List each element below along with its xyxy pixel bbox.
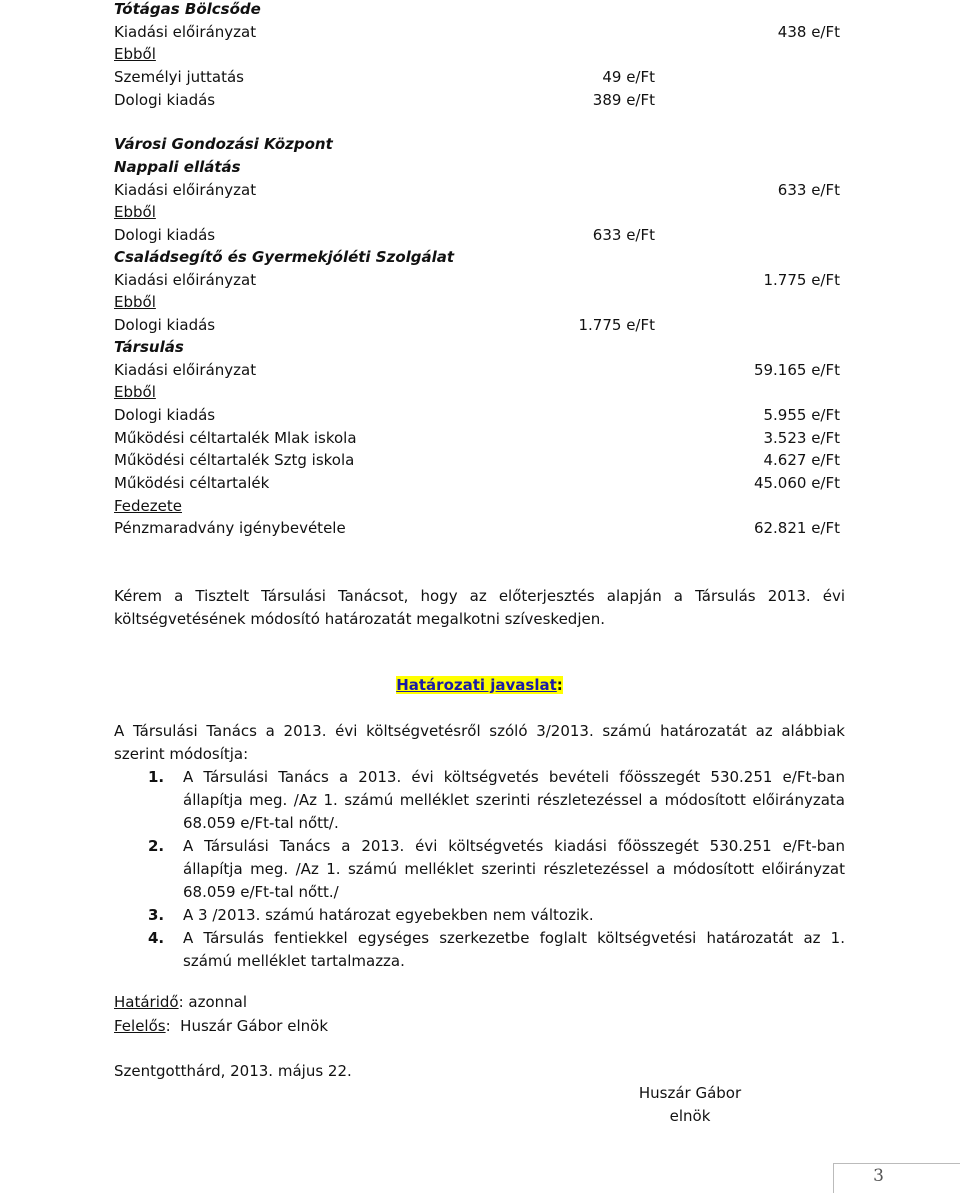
request-line-1: Kérem a Tisztelt Társulási Tanácsot, hogy az előterjesztés alapján a Társulás 2013. évi (114, 587, 845, 605)
value-penzmaradvany: 62.821 e/Ft (753, 519, 840, 537)
label-dologi: Dologi kiadás (114, 316, 216, 334)
signer-name: Huszár Gábor (638, 1084, 742, 1102)
request-paragraph (114, 585, 845, 631)
list-item-number: 3. (148, 906, 165, 924)
place-date: Szentgotthárd, 2013. május 22. (114, 1062, 352, 1080)
value-celtartalek-sztg: 4.627 e/Ft (763, 451, 840, 469)
value-kiadasi: 633 e/Ft (777, 181, 840, 199)
label-dologi: Dologi kiadás (114, 91, 216, 109)
deadline-line (114, 992, 247, 1012)
label-kiadasi: Kiadási előirányzat (114, 23, 257, 41)
value-dologi: 633 e/Ft (592, 226, 655, 244)
resolution-heading-colon: : (556, 676, 563, 694)
value-dologi: 1.775 e/Ft (578, 316, 655, 334)
value-dologi: 5.955 e/Ft (763, 406, 840, 424)
section-title-gondozasi: Városi Gondozási Központ (114, 135, 333, 153)
request-line-2: költségvetésének módosító határozatát megalkotni szíveskedjen. (114, 610, 605, 628)
value-kiadasi: 1.775 e/Ft (763, 271, 840, 289)
value-szemelyi: 49 e/Ft (602, 68, 655, 86)
label-ebbol: Ebből (114, 203, 156, 221)
label-dologi: Dologi kiadás (114, 226, 216, 244)
list-item-number: 1. (148, 768, 165, 786)
label-celtartalek: Működési céltartalék (114, 474, 270, 492)
deadline-label: Határidő (114, 993, 179, 1011)
list-item-text: A Társulási Tanács a 2013. évi költségvetés kiadási főösszegét 530.251 e/Ft-ban állapítja meg. /Az 1. számú melléklet szerinti részletezéssel a módosított előirányzat 68.059 e/Ft-tal nőtt./ (183, 837, 845, 901)
label-ebbol: Ebből (114, 45, 156, 63)
signer-title: elnök (669, 1107, 711, 1125)
value-dologi: 389 e/Ft (592, 91, 655, 109)
responsible-label: Felelős (114, 1017, 166, 1035)
section-subtitle-nappali: Nappali ellátás (114, 158, 241, 176)
value-celtartalek-mlak: 3.523 e/Ft (763, 429, 840, 447)
section-title-bolcsode: Tótágas Bölcsőde (114, 0, 261, 18)
resolution-list (114, 766, 845, 973)
list-item (114, 904, 845, 927)
responsible-line (114, 1016, 328, 1036)
section-title-tarsulas: Társulás (114, 338, 184, 356)
resolution-intro: A Társulási Tanács a 2013. évi költségvetésről szóló 3/2013. számú határozatát az alábbiak szerint módosítja: (114, 722, 845, 763)
list-item (114, 835, 845, 904)
value-kiadasi: 438 e/Ft (777, 23, 840, 41)
list-item (114, 766, 845, 835)
list-item-text: A Társulás fentiekkel egységes szerkezetbe foglalt költségvetési határozatát az 1. számú melléklet tartalmazza. (183, 929, 845, 970)
label-celtartalek-sztg: Működési céltartalék Sztg iskola (114, 451, 355, 469)
list-item (114, 927, 845, 973)
resolution-heading (114, 676, 845, 694)
label-kiadasi: Kiadási előirányzat (114, 271, 257, 289)
label-ebbol: Ebből (114, 383, 156, 401)
deadline-value: : azonnal (178, 993, 248, 1011)
list-item-text: A 3 /2013. számú határozat egyebekben nem változik. (183, 906, 594, 924)
value-kiadasi: 59.165 e/Ft (753, 361, 840, 379)
label-szemelyi: Személyi juttatás (114, 68, 244, 86)
label-dologi: Dologi kiadás (114, 406, 216, 424)
label-kiadasi: Kiadási előirányzat (114, 181, 257, 199)
label-ebbol: Ebből (114, 293, 156, 311)
page-number-box (833, 1163, 960, 1193)
list-item-number: 2. (148, 837, 165, 855)
label-kiadasi: Kiadási előirányzat (114, 361, 257, 379)
label-penzmaradvany: Pénzmaradvány igénybevétele (114, 519, 346, 537)
section-title-csaladsegito: Családsegítő és Gyermekjóléti Szolgálat (114, 248, 455, 266)
page-number: 3 (873, 1166, 884, 1186)
responsible-value: : Huszár Gábor elnök (165, 1017, 329, 1035)
value-celtartalek: 45.060 e/Ft (753, 474, 840, 492)
list-item-number: 4. (148, 929, 165, 947)
label-fedezete: Fedezete (114, 497, 182, 515)
list-item-text: A Társulási Tanács a 2013. évi költségvetés bevételi főösszegét 530.251 e/Ft-ban állapítja meg. /Az 1. számú melléklet szerinti részletezéssel a módosított előirányzata 68.059 e/Ft-tal nőtt/. (183, 768, 845, 832)
label-celtartalek-mlak: Működési céltartalék Mlak iskola (114, 429, 357, 447)
resolution-heading-text: Határozati javaslat (396, 676, 557, 694)
